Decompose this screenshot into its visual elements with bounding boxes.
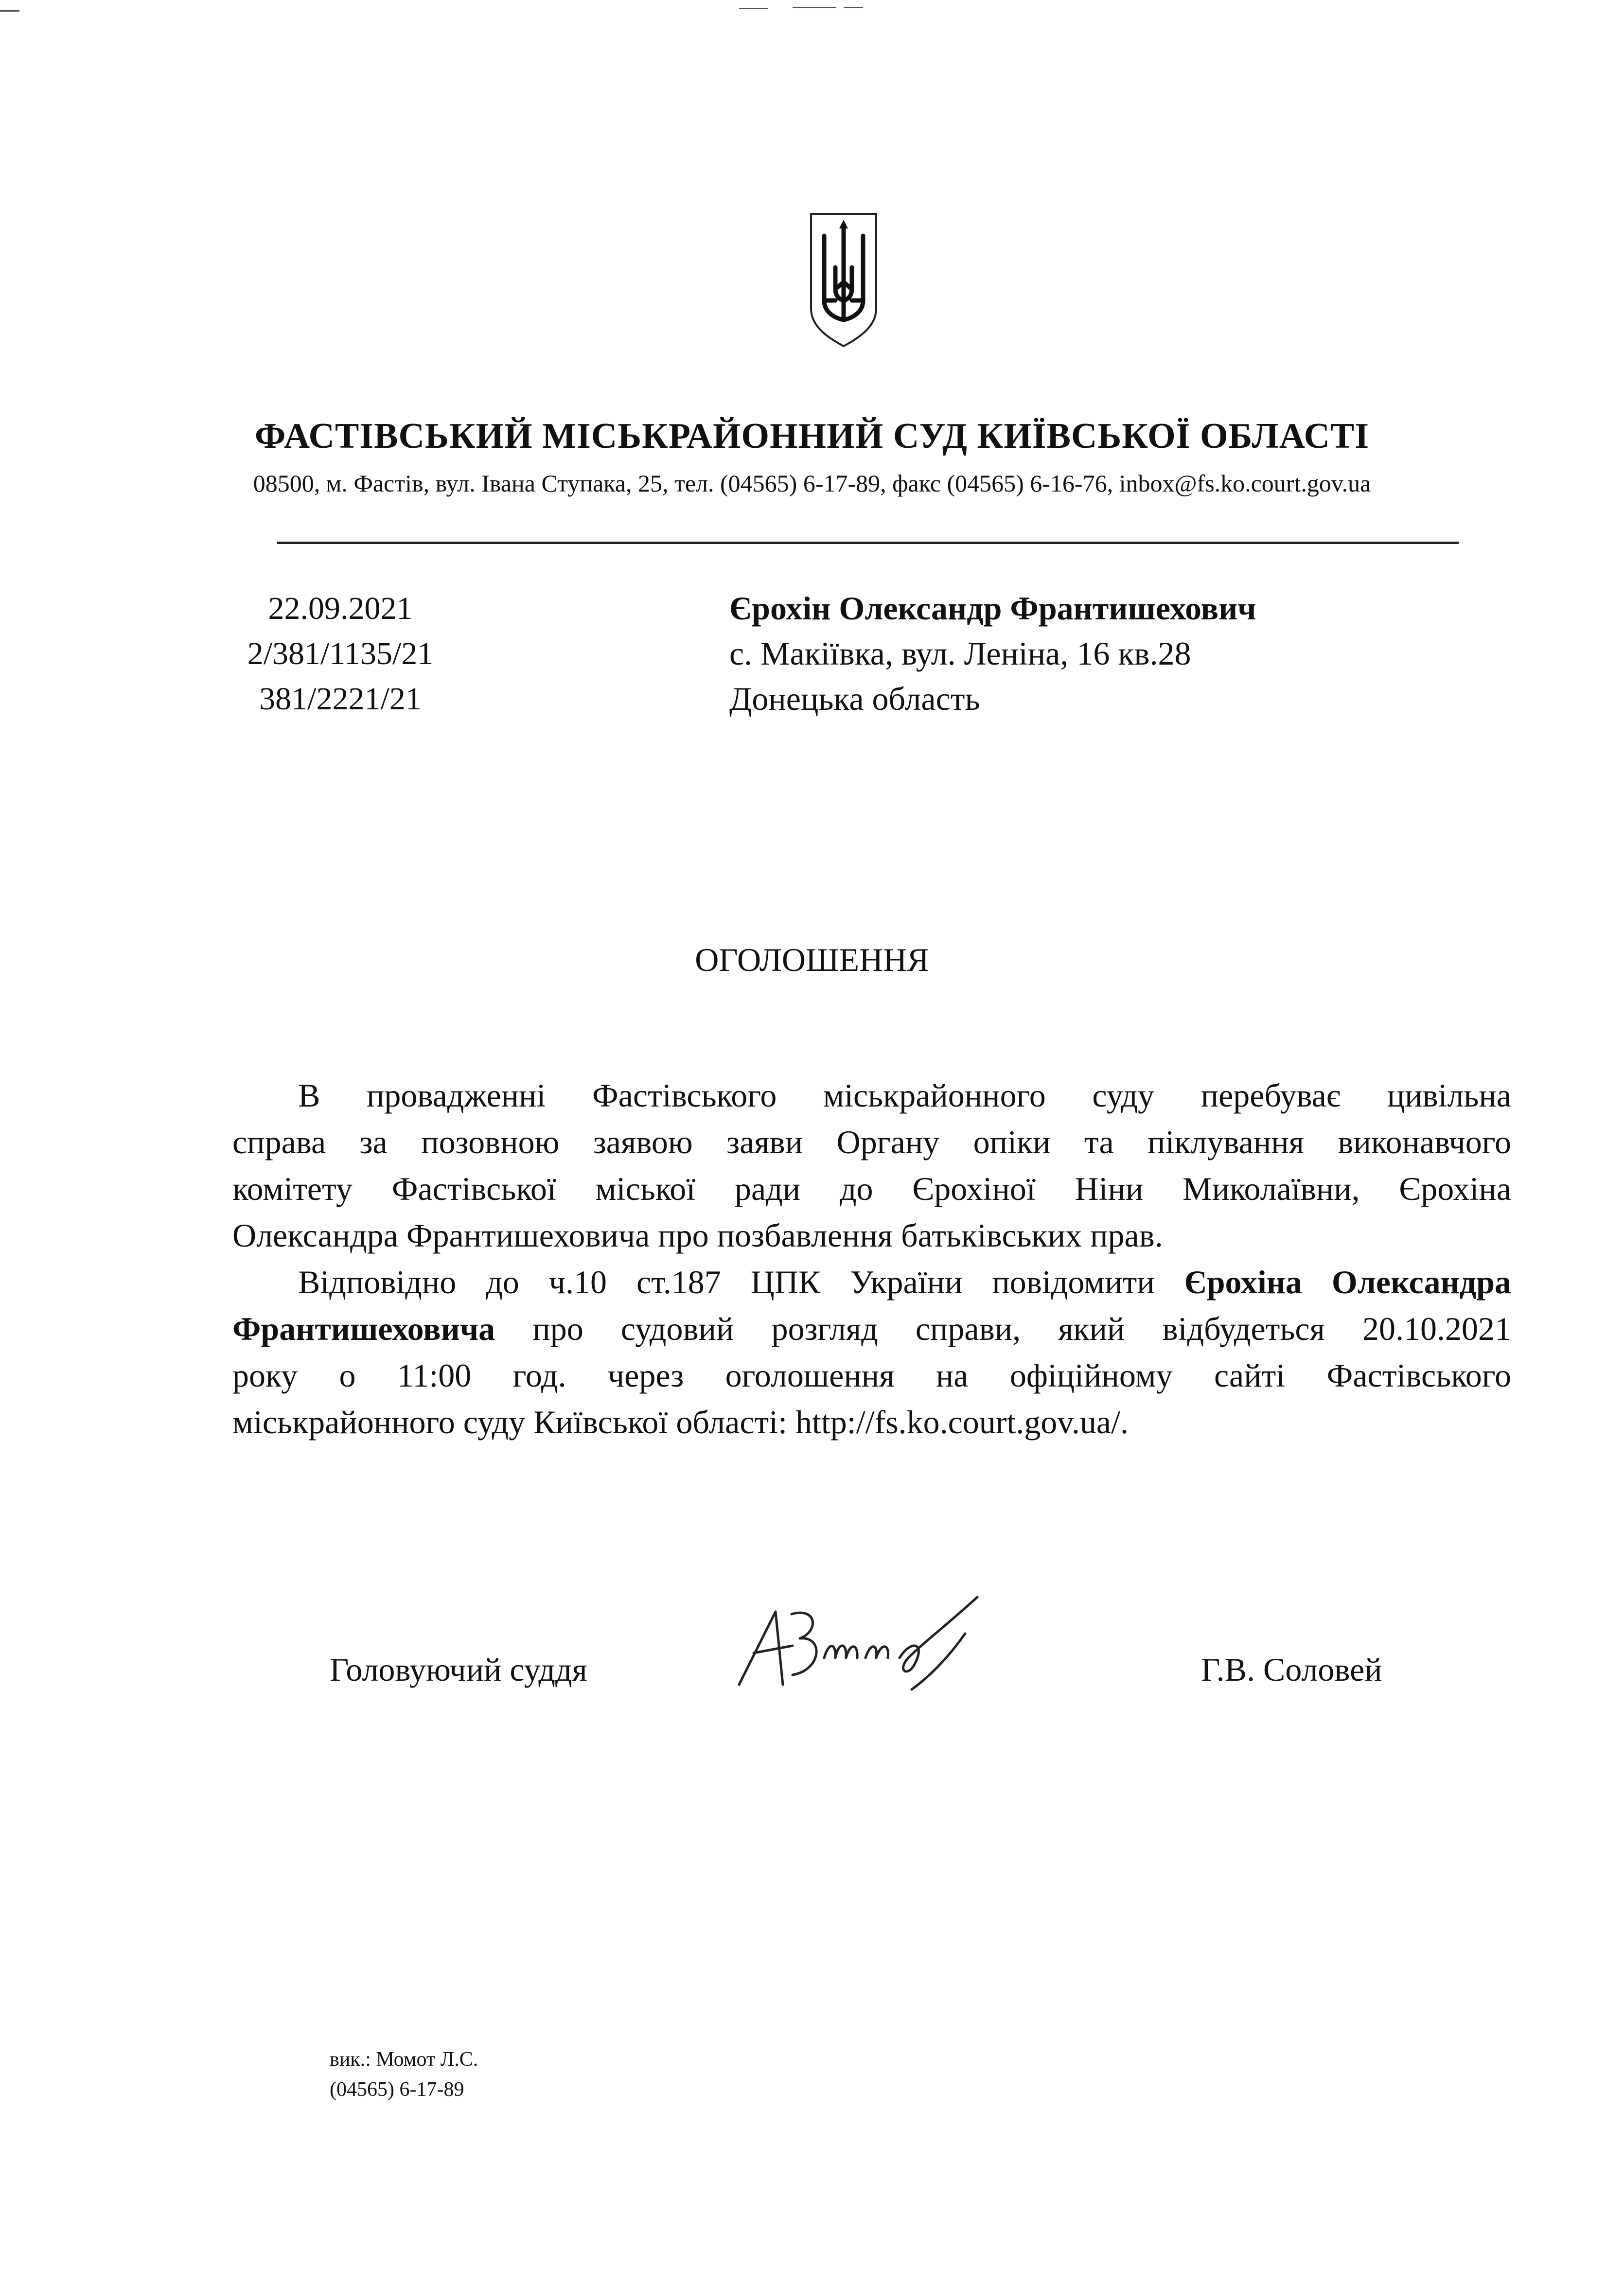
paragraph-1-line-1: В провадженні Фастівського міськрайонного суду перебуває цивільна <box>298 1077 1511 1114</box>
paragraph-1-line-2: справа за позовною заявою заяви Органу опіки та піклування виконавчого <box>232 1124 1511 1161</box>
body-text <box>232 1072 1511 1445</box>
signer-title: Головуючий суддя <box>330 1651 587 1688</box>
paragraph-1-line-4: Олександра Франтишеховича про позбавлення батьківських прав. <box>232 1217 1163 1254</box>
reference-block <box>204 586 477 721</box>
scan-speck <box>739 8 768 9</box>
document-title: ОГОЛОШЕННЯ <box>695 941 929 978</box>
handwritten-signature-icon <box>720 1585 992 1706</box>
paragraph-2-line-1-bold: Єрохіна Олександра <box>1184 1264 1511 1301</box>
case-number: 2/381/1135/21 <box>247 636 434 671</box>
paragraph-2-line-1-text: Відповідно до ч.10 ст.187 ЦПК України повідомити <box>298 1264 1155 1301</box>
paragraph-2-line-2 <box>232 1305 1511 1352</box>
scan-speck <box>0 10 19 12</box>
addressee-region: Донецька область <box>729 680 980 717</box>
paragraph-2-line-1 <box>232 1259 1511 1305</box>
paragraph-2-line-4: міськрайонного суду Київської області: http://fs.ko.court.gov.ua/. <box>232 1404 1129 1441</box>
paragraph-1-line-3: комітету Фастівської міської ради до Єрохіної Ніни Миколаївни, Єрохіна <box>232 1170 1511 1207</box>
addressee-block <box>729 586 1459 721</box>
executor-block <box>330 2044 478 2105</box>
signer-name: Г.В. Соловей <box>1201 1651 1382 1688</box>
scan-speck <box>793 7 836 8</box>
court-address: 08500, м. Фастів, вул. Івана Ступака, 25, тел. (04565) 6-17-89, факс (04565) 6-16-76, inbox@fs.ko.court.gov.ua <box>253 470 1371 497</box>
tryzub-emblem-icon <box>807 209 880 350</box>
scan-speck <box>844 7 863 8</box>
executor-label: вик.: Момот Л.С. <box>330 2048 478 2071</box>
paragraph-2-line-2-bold: Франтишеховича <box>232 1310 495 1347</box>
header-divider <box>277 542 1459 544</box>
letter-date: 22.09.2021 <box>268 591 413 626</box>
paragraph-2-line-3: року о 11:00 год. через оголошення на офіційному сайті Фастівського <box>232 1357 1511 1394</box>
executor-phone: (04565) 6-17-89 <box>330 2078 464 2101</box>
registration-number: 381/2221/21 <box>259 681 422 717</box>
addressee-name: Єрохін Олександр Франтишехович <box>729 590 1256 627</box>
paragraph-2-line-2-text: про судовий розгляд справи, який відбудеться 20.10.2021 <box>532 1310 1512 1347</box>
addressee-address: с. Макіївка, вул. Леніна, 16 кв.28 <box>729 635 1191 672</box>
court-name: ФАСТІВСЬКИЙ МІСЬКРАЙОННИЙ СУД КИЇВСЬКОЇ ОБЛАСТІ <box>254 416 1370 456</box>
